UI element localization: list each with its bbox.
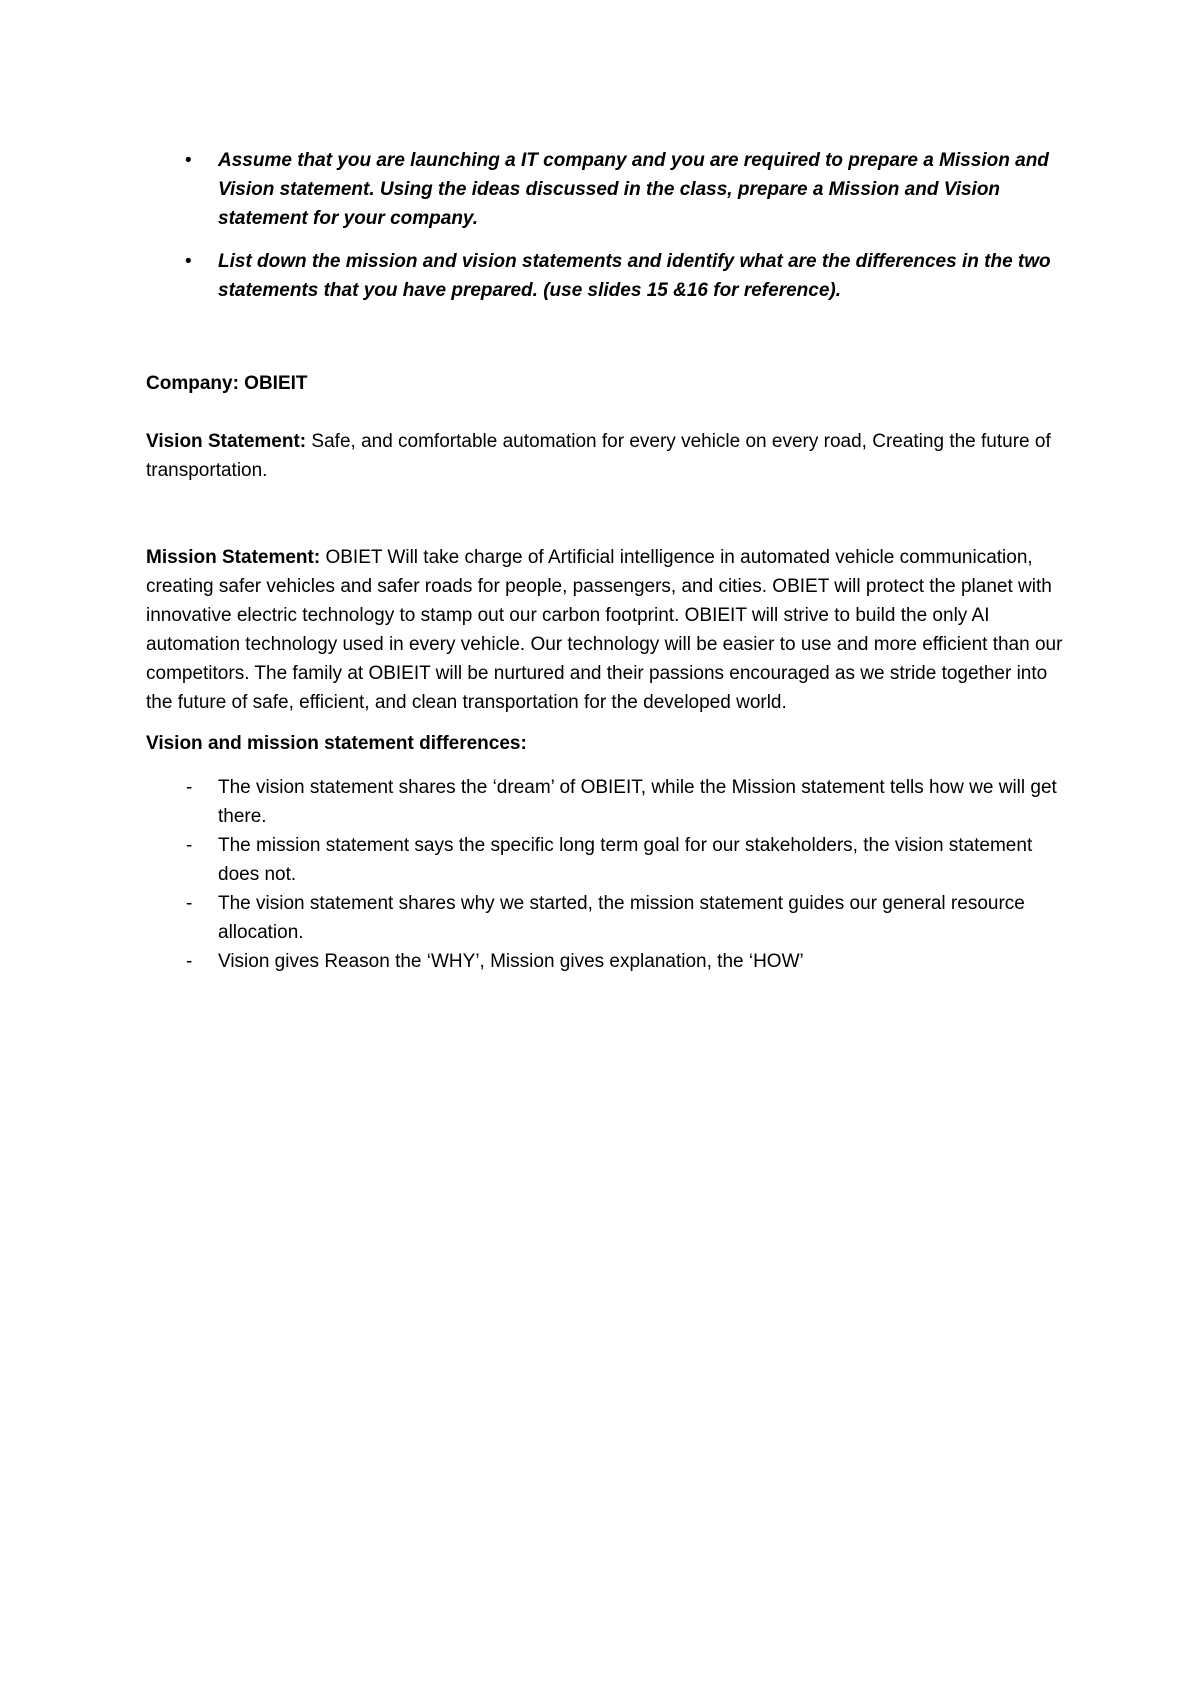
task-text: List down the mission and vision statements and identify what are the differences in the two statements that you have prepared. (use slides 15 &16 for reference). — [218, 251, 1051, 301]
company-name: Company: OBIEIT — [146, 373, 308, 394]
task-list — [146, 146, 1066, 305]
mission-label: Mission Statement: — [146, 547, 321, 568]
vision-label: Vision Statement: — [146, 431, 307, 452]
difference-text: The vision statement shares why we started, the mission statement guides our general resource allocation. — [218, 893, 1025, 943]
differences-heading: Vision and mission statement differences: — [146, 733, 527, 754]
bullet-icon: • — [185, 251, 192, 272]
mission-statement — [146, 543, 1066, 717]
vision-statement — [146, 427, 1066, 485]
dash-icon: - — [186, 835, 193, 856]
difference-text: Vision gives Reason the ‘WHY’, Mission gives explanation, the ‘HOW’ — [218, 951, 804, 972]
task-item — [146, 146, 1066, 233]
task-item — [146, 247, 1066, 305]
differences-list — [146, 773, 1066, 976]
dash-icon: - — [186, 893, 193, 914]
bullet-icon: • — [185, 150, 192, 171]
difference-text: The mission statement says the specific long term goal for our stakeholders, the vision statement does not. — [218, 835, 1033, 885]
list-item — [146, 831, 1066, 889]
mission-text: OBIET Will take charge of Artificial intelligence in automated vehicle communication, creating safer vehicles and safer roads for people, passengers, and cities. OBIET will protect the planet with innovative electric technology to stamp out our carbon footprint. OBIEIT will strive to build the only AI automation technology used in every vehicle. Our technology will be easier to use and more efficient than our competitors. The family at OBIEIT will be nurtured and their passions encouraged as we stride together into the future of safe, efficient, and clean transportation for the developed world. — [146, 547, 1063, 713]
list-item — [146, 773, 1066, 831]
list-item — [146, 889, 1066, 947]
task-text: Assume that you are launching a IT company and you are required to prepare a Mission and Vision statement. Using the ideas discussed in the class, prepare a Mission and Vision statement for your company. — [218, 150, 1049, 229]
dash-icon: - — [186, 951, 193, 972]
difference-text: The vision statement shares the ‘dream’ of OBIEIT, while the Mission statement tells how we will get there. — [218, 777, 1057, 827]
vision-text: Safe, and comfortable automation for every vehicle on every road, Creating the future of transportation. — [146, 431, 1051, 481]
dash-icon: - — [186, 777, 193, 798]
list-item — [146, 947, 1066, 976]
document-body — [146, 146, 1066, 976]
